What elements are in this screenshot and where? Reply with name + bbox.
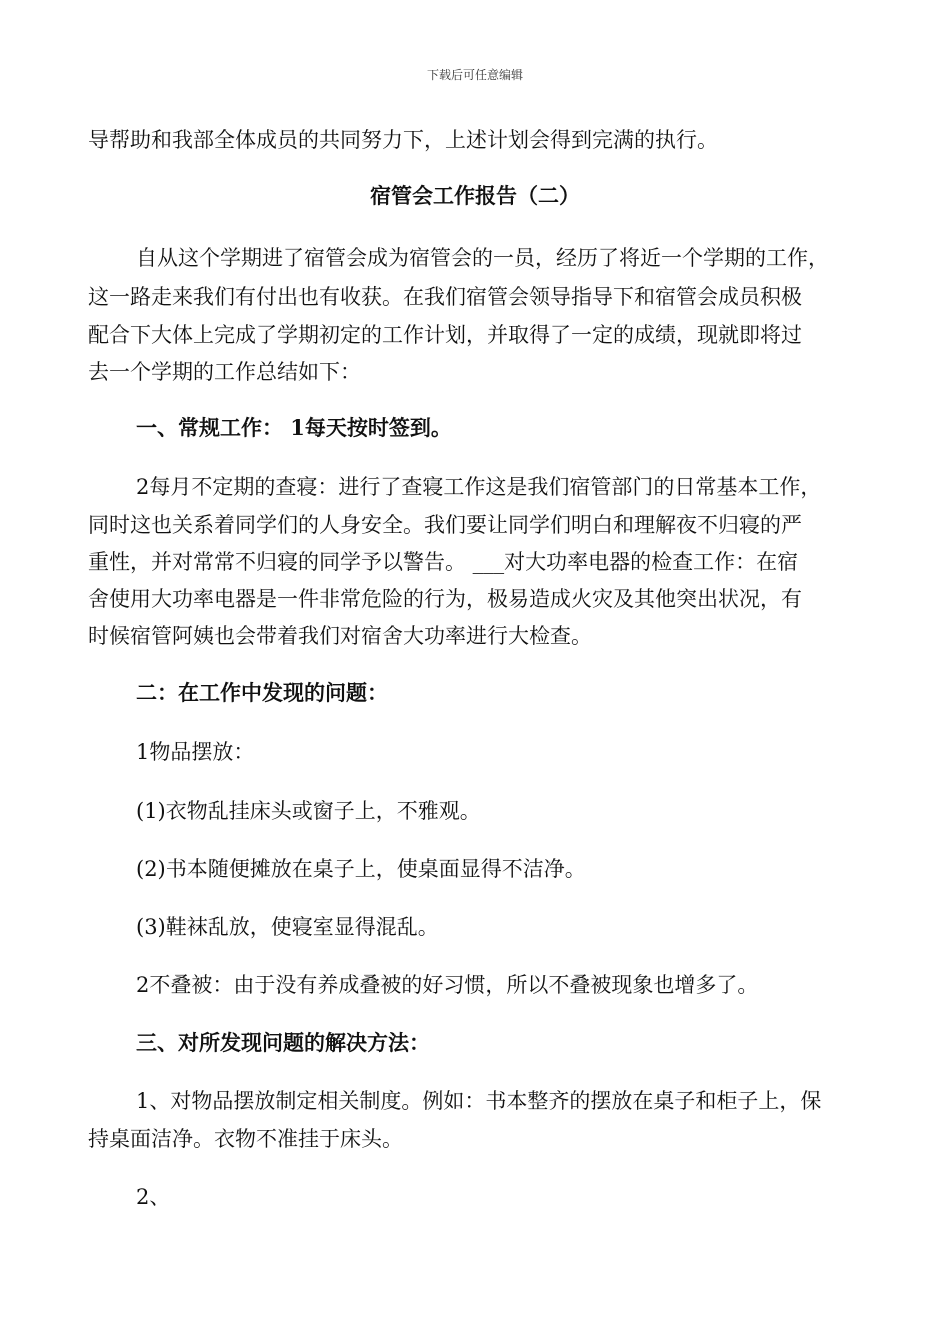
section-heading-2: 二：在工作中发现的问题： <box>136 680 388 705</box>
paragraph-line: 导帮助和我部全体成员的共同努力下，上述计划会得到完满的执行。 <box>88 128 718 152</box>
list-item: (1)衣物乱挂床头或窗子上，不雅观。 <box>136 799 481 823</box>
paragraph-line: 配合下大体上完成了学期初定的工作计划，并取得了一定的成绩，现就即将过 <box>88 323 802 347</box>
paragraph-line: 自从这个学期进了宿管会成为宿管会的一员，经历了将近一个学期的工作， <box>136 246 829 270</box>
list-item: (2)书本随便摊放在桌子上，使桌面显得不洁净。 <box>136 857 586 881</box>
paragraph-line: 1、对物品摆放制定相关制度。例如：书本整齐的摆放在桌子和柜子上，保 <box>136 1089 822 1113</box>
section-heading-1: 一、常规工作： 1每天按时签到。 <box>136 415 452 440</box>
page-header-note: 下载后可任意编辑 <box>426 68 523 82</box>
paragraph-line: 2每月不定期的查寝：进行了查寝工作这是我们宿管部门的日常基本工作， <box>136 475 822 499</box>
section-heading-3: 三、对所发现问题的解决方法： <box>136 1030 430 1055</box>
list-item: 2不叠被：由于没有养成叠被的好习惯，所以不叠被现象也增多了。 <box>136 973 759 997</box>
paragraph-line: 舍使用大功率电器是一件非常危险的行为，极易造成火灾及其他突出状况，有 <box>88 587 802 611</box>
paragraph-line: 这一路走来我们有付出也有收获。在我们宿管会领导指导下和宿管会成员积极 <box>88 285 802 309</box>
list-item: 1物品摆放： <box>136 740 255 764</box>
paragraph-line: 去一个学期的工作总结如下： <box>88 360 361 384</box>
paragraph-line: 时候宿管阿姨也会带着我们对宿舍大功率进行大检查。 <box>88 624 592 648</box>
paragraph-line: 重性，并对常常不归寝的同学予以警告。 ___对大功率电器的检查工作：在宿 <box>88 550 799 574</box>
list-item: 2、 <box>136 1185 171 1209</box>
section-title: 宿管会工作报告（二） <box>370 183 580 208</box>
paragraph-line: 同时这也关系着同学们的人身安全。我们要让同学们明白和理解夜不归寝的严 <box>88 513 802 537</box>
paragraph-line: 持桌面洁净。衣物不准挂于床头。 <box>88 1127 403 1151</box>
list-item: (3)鞋袜乱放，使寝室显得混乱。 <box>136 915 439 939</box>
